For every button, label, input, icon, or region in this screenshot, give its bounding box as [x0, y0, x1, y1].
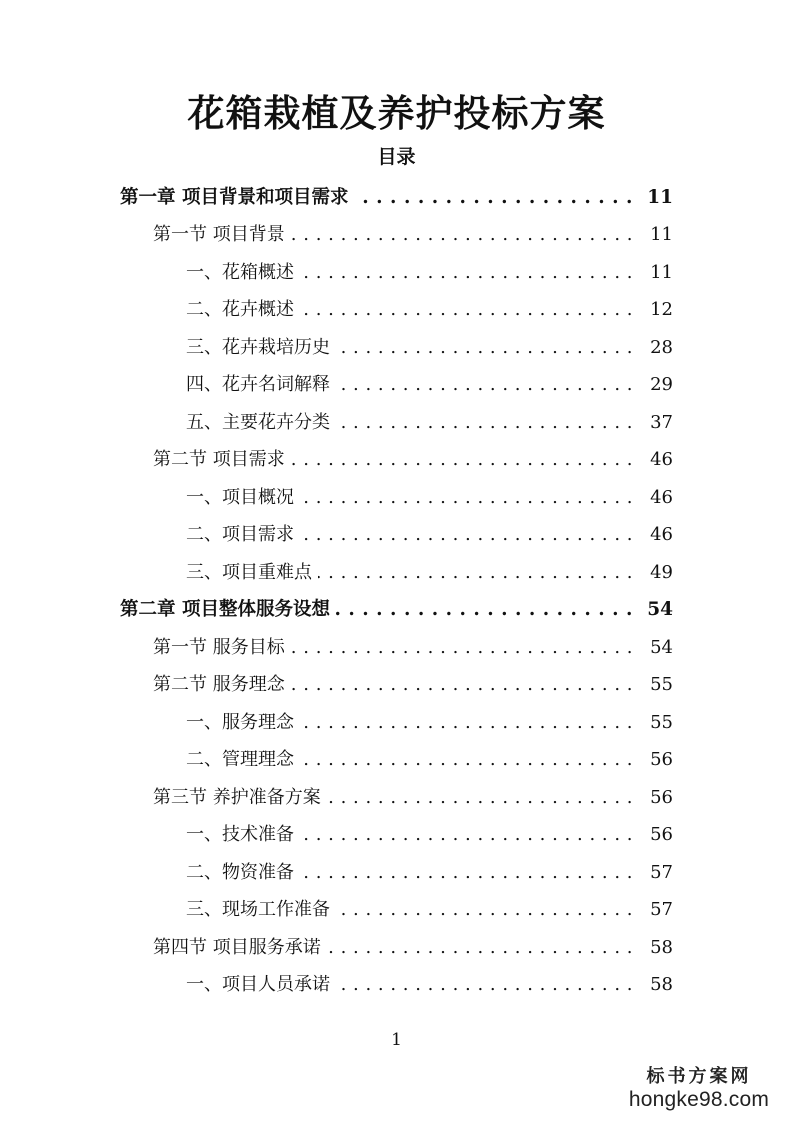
toc-leader-dots — [327, 938, 633, 958]
toc-list — [0, 179, 793, 1004]
document-title: 花箱栽植及养护投标方案 — [187, 91, 606, 135]
toc-entry[interactable] — [0, 817, 793, 855]
toc-entry[interactable] — [0, 629, 793, 667]
toc-leader-dots — [291, 638, 633, 658]
toc-entry-label: 一、项目概况 — [186, 486, 294, 508]
toc-leader-dots — [300, 750, 633, 770]
toc-leader-dots — [300, 825, 633, 845]
toc-entry-page: 46 — [650, 449, 673, 471]
toc-entry[interactable] — [0, 404, 793, 442]
toc-entry-label: 第一节 项目背景 — [153, 224, 285, 246]
toc-entry-label: 一、技术准备 — [186, 824, 294, 846]
toc-entry[interactable] — [0, 479, 793, 517]
toc-entry-page: 37 — [650, 411, 673, 433]
toc-entry-label: 三、现场工作准备 — [186, 899, 330, 921]
toc-leader-dots — [336, 900, 633, 920]
toc-leader-dots — [300, 525, 633, 545]
toc-entry-label: 第一章 项目背景和项目需求 — [120, 186, 349, 208]
toc-leader-dots — [291, 675, 633, 695]
watermark-name: 标书方案网 — [646, 1066, 752, 1087]
toc-entry-page: 12 — [650, 299, 673, 321]
toc-entry-page: 11 — [650, 261, 673, 283]
toc-entry-page: 58 — [650, 936, 673, 958]
toc-entry-page: 29 — [650, 374, 673, 396]
toc-entry-page: 56 — [650, 786, 673, 808]
toc-entry[interactable] — [0, 217, 793, 255]
toc-leader-dots — [336, 338, 633, 358]
toc-entry-page: 46 — [650, 486, 673, 508]
toc-entry-label: 五、主要花卉分类 — [186, 411, 330, 433]
toc-leader-dots — [318, 563, 633, 583]
toc-entry[interactable] — [0, 592, 793, 630]
toc-leader-dots — [291, 450, 633, 470]
toc-entry[interactable] — [0, 929, 793, 967]
toc-entry[interactable] — [0, 179, 793, 217]
toc-entry-page: 11 — [647, 186, 673, 208]
toc-entry-label: 第二节 项目需求 — [153, 449, 285, 471]
toc-entry-label: 二、管理理念 — [186, 749, 294, 771]
toc-entry-label: 第二节 服务理念 — [153, 674, 285, 696]
toc-entry-page: 57 — [650, 899, 673, 921]
toc-entry[interactable] — [0, 554, 793, 592]
toc-entry[interactable] — [0, 367, 793, 405]
toc-entry[interactable] — [0, 517, 793, 555]
toc-heading: 目录 — [377, 146, 416, 168]
toc-entry-page: 49 — [650, 561, 673, 583]
toc-leader-dots — [327, 788, 633, 808]
toc-entry-label: 三、花卉栽培历史 — [186, 336, 330, 358]
toc-entry-label: 第三节 养护准备方案 — [153, 786, 321, 808]
toc-entry-label: 二、物资准备 — [186, 861, 294, 883]
toc-entry[interactable] — [0, 967, 793, 1005]
toc-leader-dots — [336, 600, 633, 620]
toc-leader-dots — [300, 263, 633, 283]
toc-entry-page: 11 — [650, 224, 673, 246]
toc-entry[interactable] — [0, 667, 793, 705]
page-number: 1 — [391, 1030, 402, 1050]
toc-entry[interactable] — [0, 892, 793, 930]
toc-entry-label: 一、花箱概述 — [186, 261, 294, 283]
watermark-url: hongke98.com — [628, 1088, 770, 1111]
toc-entry-page: 54 — [647, 599, 673, 621]
toc-entry-label: 一、项目人员承诺 — [186, 974, 330, 996]
toc-entry-label: 二、项目需求 — [186, 524, 294, 546]
toc-entry-page: 58 — [650, 974, 673, 996]
toc-leader-dots — [291, 225, 633, 245]
site-watermark — [619, 1066, 779, 1112]
toc-entry[interactable] — [0, 292, 793, 330]
toc-entry-page: 55 — [650, 711, 673, 733]
toc-entry-label: 四、花卉名词解释 — [186, 374, 330, 396]
toc-entry[interactable] — [0, 854, 793, 892]
toc-entry-label: 一、服务理念 — [186, 711, 294, 733]
toc-entry-page: 56 — [650, 824, 673, 846]
toc-entry-page: 28 — [650, 336, 673, 358]
toc-leader-dots — [336, 975, 633, 995]
toc-entry-page: 54 — [650, 636, 673, 658]
toc-entry-page: 46 — [650, 524, 673, 546]
toc-leader-dots — [300, 488, 633, 508]
toc-entry[interactable] — [0, 254, 793, 292]
toc-entry[interactable] — [0, 329, 793, 367]
toc-entry[interactable] — [0, 779, 793, 817]
toc-entry-label: 第四节 项目服务承诺 — [153, 936, 321, 958]
toc-entry-label: 第一节 服务目标 — [153, 636, 285, 658]
toc-entry-page: 56 — [650, 749, 673, 771]
toc-entry-page: 55 — [650, 674, 673, 696]
toc-entry-page: 57 — [650, 861, 673, 883]
toc-entry[interactable] — [0, 742, 793, 780]
toc-entry-label: 三、项目重难点 — [186, 561, 312, 583]
toc-leader-dots — [300, 863, 633, 883]
toc-leader-dots — [354, 188, 633, 208]
toc-entry[interactable] — [0, 704, 793, 742]
toc-leader-dots — [300, 300, 633, 320]
toc-entry-label: 二、花卉概述 — [186, 299, 294, 321]
toc-entry-label: 第二章 项目整体服务设想 — [120, 599, 330, 621]
toc-leader-dots — [300, 713, 633, 733]
toc-leader-dots — [336, 375, 633, 395]
toc-entry[interactable] — [0, 442, 793, 480]
toc-leader-dots — [336, 413, 633, 433]
